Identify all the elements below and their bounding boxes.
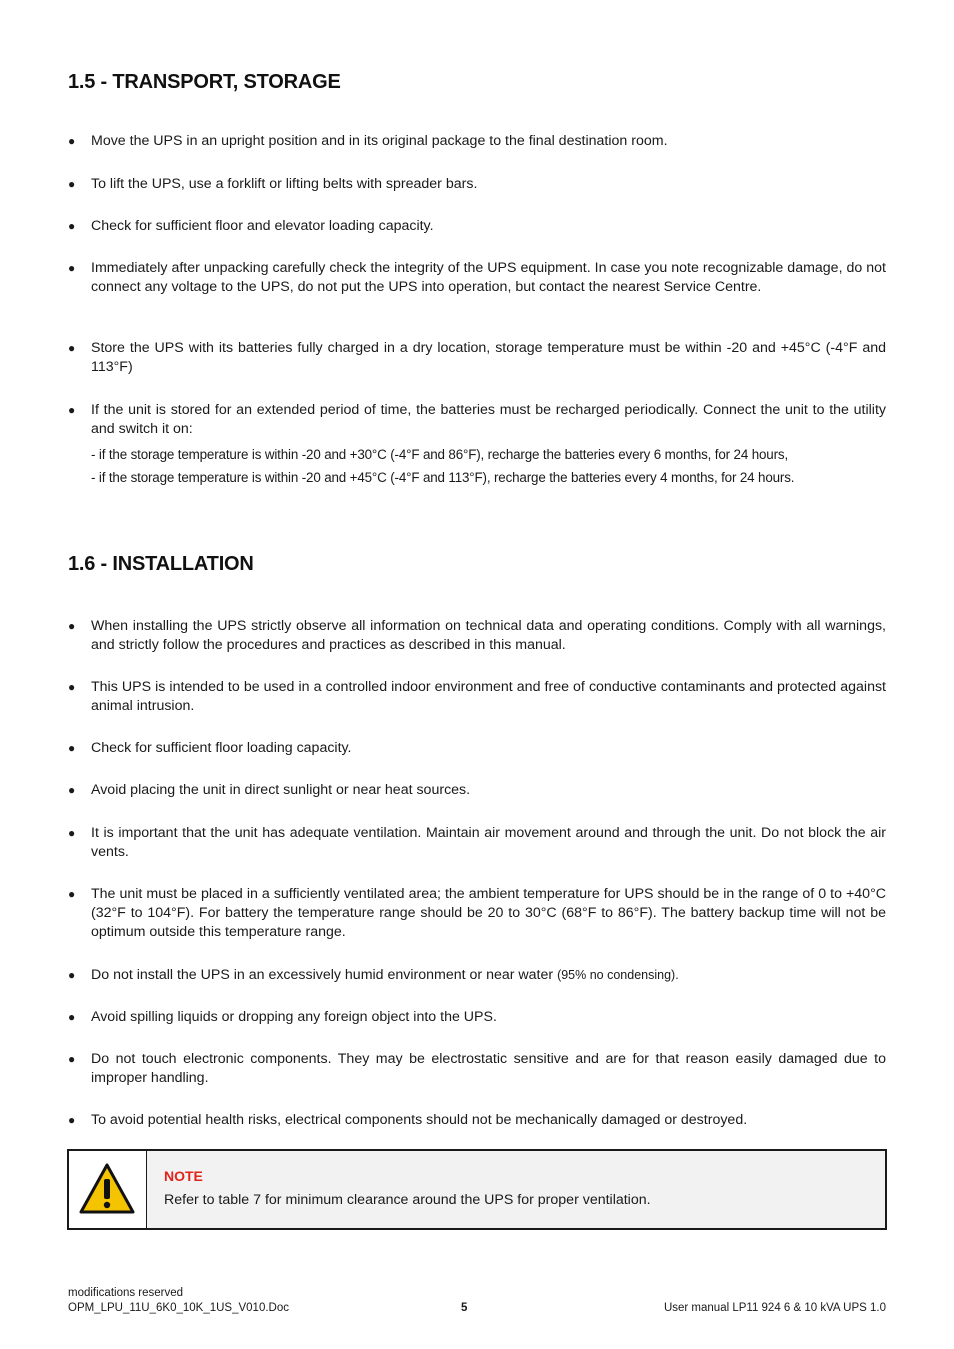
bullet-icon: ● bbox=[68, 1010, 76, 1024]
list-item: ● It is important that the unit has adequate ventilation. Maintain air movement around and through the unit. Do not block the air vents. bbox=[68, 825, 886, 860]
list-item: ● If the unit is stored for an extended period of time, the batteries must be recharged periodically. Connect the unit to the utility and switch it on: bbox=[68, 402, 886, 437]
bullet-icon: ● bbox=[68, 968, 76, 982]
footer-doc-name: OPM_LPU_11U_6K0_10K_1US_V010.Doc bbox=[68, 1302, 289, 1314]
list-item: ● The unit must be placed in a sufficiently ventilated area; the ambient temperature for UPS should be in the range of 0 to +40°C (32°F to 104°F). For battery the temperature range should be 20 to 30°C (68°F to 86°F). The battery backup time will not be optimum outside this temperature range. bbox=[68, 886, 886, 940]
bullet-icon: ● bbox=[68, 403, 76, 417]
list-item: ● Do not install the UPS in an excessively humid environment or near water (95% no condensing). bbox=[68, 967, 679, 983]
footer-modifications: modifications reserved bbox=[68, 1287, 184, 1299]
bullet-icon: ● bbox=[68, 783, 76, 797]
note-icon-cell bbox=[69, 1151, 147, 1228]
recharge-subline: - if the storage temperature is within -20 and +45°C (-4°F and 113°F), recharge the batteries every 4 months, for 24 hours. bbox=[91, 470, 795, 485]
note-text: Refer to table 7 for minimum clearance around the UPS for proper ventilation. bbox=[164, 1192, 651, 1208]
list-item: ● When installing the UPS strictly observe all information on technical data and operating conditions. Comply with all warnings, and strictly follow the procedures and practices as described in this manual. bbox=[68, 618, 886, 653]
bullet-icon: ● bbox=[68, 826, 76, 840]
footer-manual-title: User manual LP11 924 6 & 10 kVA UPS 1.0 bbox=[663, 1302, 886, 1314]
note-box bbox=[67, 1149, 887, 1230]
bullet-icon: ● bbox=[68, 619, 76, 633]
bullet-icon: ● bbox=[68, 134, 76, 148]
list-item: ● Check for sufficient floor and elevator loading capacity. bbox=[68, 218, 434, 234]
list-item: ● Store the UPS with its batteries fully charged in a dry location, storage temperature must be within -20 and +45°C (-4°F and 113°F) bbox=[68, 340, 886, 375]
bullet-icon: ● bbox=[68, 177, 76, 191]
bullet-icon: ● bbox=[68, 261, 76, 275]
bullet-icon: ● bbox=[68, 1052, 76, 1066]
bullet-icon: ● bbox=[68, 1113, 76, 1127]
bullet-icon: ● bbox=[68, 741, 76, 755]
bullet-icon: ● bbox=[68, 341, 76, 355]
note-title: NOTE bbox=[164, 1168, 203, 1184]
list-item: ● Check for sufficient floor loading capacity. bbox=[68, 740, 352, 756]
section-heading-transport-storage: 1.5 - TRANSPORT, STORAGE bbox=[68, 71, 341, 93]
list-item: ● Do not touch electronic components. They may be electrostatic sensitive and are for that reason easily damaged due to improper handling. bbox=[68, 1051, 886, 1086]
warning-icon bbox=[78, 1162, 136, 1216]
list-item: ● To avoid potential health risks, electrical components should not be mechanically damaged or destroyed. bbox=[68, 1112, 748, 1128]
section-heading-installation: 1.6 - INSTALLATION bbox=[68, 553, 254, 575]
bullet-icon: ● bbox=[68, 219, 76, 233]
recharge-subline: - if the storage temperature is within -20 and +30°C (-4°F and 86°F), recharge the batteries every 6 months, for 24 hours, bbox=[91, 447, 789, 462]
page-number: 5 bbox=[461, 1302, 468, 1314]
list-item: ● This UPS is intended to be used in a controlled indoor environment and free of conductive contaminants and protected against animal intrusion. bbox=[68, 679, 886, 714]
bullet-icon: ● bbox=[68, 680, 76, 694]
list-item: ● Immediately after unpacking carefully check the integrity of the UPS equipment. In case you note recognizable damage, do not connect any voltage to the UPS, do not put the UPS into operation, but contact the nearest Service Centre. bbox=[68, 260, 886, 295]
list-item: ● To lift the UPS, use a forklift or lifting belts with spreader bars. bbox=[68, 176, 478, 192]
bullet-icon: ● bbox=[68, 887, 76, 901]
list-item: ● Move the UPS in an upright position and in its original package to the final destination room. bbox=[68, 133, 668, 149]
list-item: ● Avoid placing the unit in direct sunlight or near heat sources. bbox=[68, 782, 471, 798]
humidity-note: (95% no condensing). bbox=[557, 968, 679, 982]
list-item: ● Avoid spilling liquids or dropping any foreign object into the UPS. bbox=[68, 1009, 497, 1025]
